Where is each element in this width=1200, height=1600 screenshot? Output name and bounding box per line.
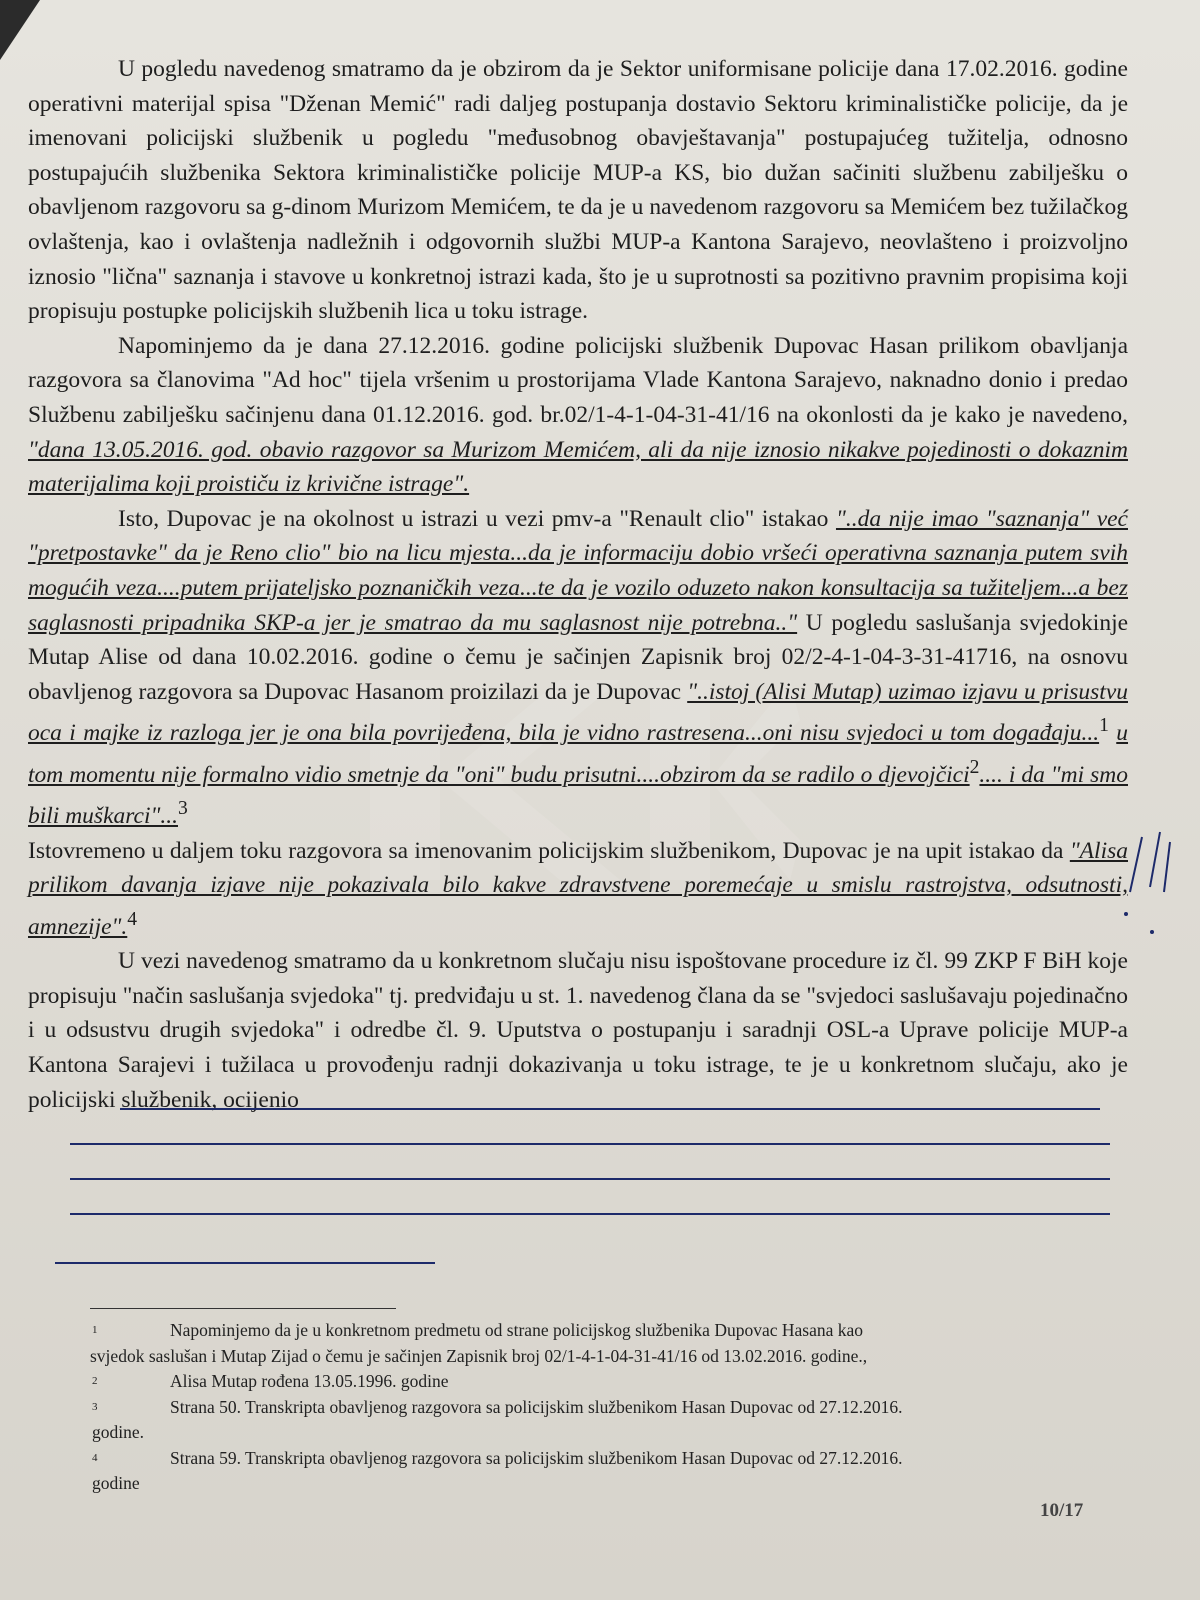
footnote-text: Napominjemo da je u konkretnom predmetu od strane policijskog službenika Dupovac Hasana kao — [170, 1320, 864, 1340]
pen-underline-2 — [70, 1143, 1110, 1145]
margin-pen-marks — [1120, 822, 1180, 942]
footnote-number: 2 — [92, 1375, 98, 1387]
footnote-text: Alisa Mutap rođena 13.05.1996. godine — [170, 1371, 449, 1391]
paragraph-3 — [28, 502, 1128, 834]
page-corner-shadow — [0, 0, 40, 60]
paragraph-2-text: Napominjemo da je dana 27.12.2016. godine policijski službenik Dupovac Hasan prilikom obavljanja razgovora sa članovima "Ad hoc" tijela vršenim u prostorijama Vlade Kantona Sarajevo, naknadno donio i predao Službenu zabilješku sačinjenu dana 01.12.2016. god. br.02/1-4-1-04-31-41/16 na okonlosti da je kako je navedeno, — [28, 332, 1128, 428]
footnote-4 — [92, 1446, 1102, 1472]
footnote-1-cont: svjedok saslušan i Mutap Zijad o čemu je sačinjen Zapisnik broj 02/1-4-1-04-31-41/16 od 13.02.2016. godine., — [90, 1345, 868, 1366]
footnote-number: 4 — [92, 1451, 98, 1464]
document-body — [28, 52, 1128, 1117]
page-number: 10/17 — [1040, 1500, 1084, 1521]
footnote-ref-4: 4 — [127, 908, 138, 930]
footnote-text: Strana 50. Transkripta obavljenog razgovora sa policijskim službenikom Hasan Dupovac od 27.12.2016. — [170, 1396, 903, 1417]
quote-izjava-c: .... i da "mi smo bili muškarci"... — [28, 761, 1128, 829]
footnote-2 — [92, 1369, 1102, 1395]
paragraph-3-text: Isto, Dupovac je na okolnost u istrazi u vezi pmv-a "Renault clio" istakao — [118, 505, 829, 532]
quote-izjava-a: "..istoj (Alisi Mutap) uzimao izjavu u prisustvu oca i majke iz razloga jer je ona bila povrijeđena, bila je vidno rastresena...oni nisu svjedoci u tom događaju... — [28, 678, 1128, 747]
footnote-ref-3: 3 — [178, 798, 188, 820]
footnote-number: 3 — [92, 1400, 98, 1413]
paragraph-4-text: Istovremeno u daljem toku razgovora sa imenovanim policijskim službenikom, Dupovac je na upit istakao da — [28, 837, 1064, 864]
pen-underline-4 — [70, 1213, 1110, 1215]
quote-renault: "..da nije imao "saznanja" već "pretpostavke" da je Reno clio" bio na licu mjesta...da je informaciju dobio vršeći operativna saznanja putem svih mogućih veza....putem prijateljsko poznaničkih veza...te da je vozilo oduzeto nakon konsultacija sa tužiteljem...a bez saglasnosti pripadnika SKP-a jer je smatrao da mu saglasnost nije potrebna.." — [28, 505, 1128, 636]
footnote-ref-1: 1 — [1099, 715, 1109, 737]
footnote-3 — [92, 1395, 1102, 1421]
pen-underline-3 — [70, 1178, 1110, 1180]
quote-zabiljeska: "dana 13.05.2016. god. obavio razgovor sa Murizom Memićem, ali da nije iznosio nikakve pojedinosti o dokaznim materijalima koji proističu iz krivične istrage". — [28, 436, 1128, 498]
pen-underline-1 — [120, 1108, 1100, 1110]
paragraph-3-cont: U pogledu saslušanja svjedokinje Mutap Alise od dana 10.02.2016. godine o čemu je sačinjen Zapisnik broj 02/2-4-1-04-3-31-41716, na osnovu obavljenog razgovora sa Dupovac Hasanom proizilazi da je Dupovac — [28, 609, 1129, 705]
footnote-ref-2: 2 — [969, 756, 980, 778]
paragraph-4 — [28, 834, 1128, 945]
paragraph-5: U vezi navedenog smatramo da u konkretnom slučaju nisu ispoštovane procedure iz čl. 99 ZKP F BiH koje propisuju "način saslušanja svjedoka" tj. predviđaju u st. 1. navedenog člana da se "svjedoci saslušavaju pojedinačno i u odsustvu drugih svjedoka" i odredbe čl. 9. Uputstva o postupanju i saradnji OSL-a Uprave policije MUP-a Kantona Sarajevi i tužilaca u provođenju radnji dokazivanja u toku istrage, te je u konkretnom slučaju, ako je policijski službenik, ocijenio — [28, 948, 1128, 1113]
footnote-separator — [90, 1308, 396, 1309]
pen-underline-5 — [55, 1262, 435, 1264]
footnotes — [92, 1318, 1102, 1497]
footnote-text: Strana 59. Transkripta obavljenog razgovora sa policijskim službenikom Hasan Dupovac od 27.12.2016. — [170, 1447, 903, 1468]
footnote-1 — [92, 1318, 1102, 1344]
quote-alisa: "Alisa prilikom davanja izjave nije pokazivala bilo kakve zdravstvene poremećaje u smislu rastrojstva, odsutnosti, amnezije". — [28, 837, 1128, 940]
quote-izjava-b: u tom momentu nije formalno vidio smetnje da "oni" budu prisutni....obzirom da se radilo o djevojčici — [28, 720, 1129, 788]
footnote-3-cont: godine. — [92, 1422, 145, 1442]
footnote-number: 1 — [92, 1324, 98, 1336]
paragraph-2 — [28, 329, 1128, 502]
footnote-4-cont: godine — [92, 1473, 140, 1493]
paragraph-1: U pogledu navedenog smatramo da je obzirom da je Sektor uniformisane policije dana 17.02.2016. godine operativni materijal spisa "Dženan Memić" radi daljeg postupanja dostavio Sektoru kriminalističke policije, da je imenovani policijski službenik u pogledu "međusobnog obavještavanja" postupajućeg tužitelja, odnosno postupajućih službenika Sektora kriminalističke policije MUP-a KS, bio dužan sačiniti službenu zabilješku o obavljenom razgovoru sa g-dinom Murizom Memićem, te da je u navedenom razgovoru sa Memićem bez tužilačkog ovlaštenja, kao i ovlaštenja nadležnih i odgovornih službi MUP-a Kantona Sarajevo, neovlašteno i proizvoljno iznosio "lična" saznanja i stavove u konkretnoj istrazi kada, što je u suprotnosti sa pozitivno pravnim propisima koji propisuju postupke policijskih službenih lica u toku istrage. — [28, 56, 1128, 325]
